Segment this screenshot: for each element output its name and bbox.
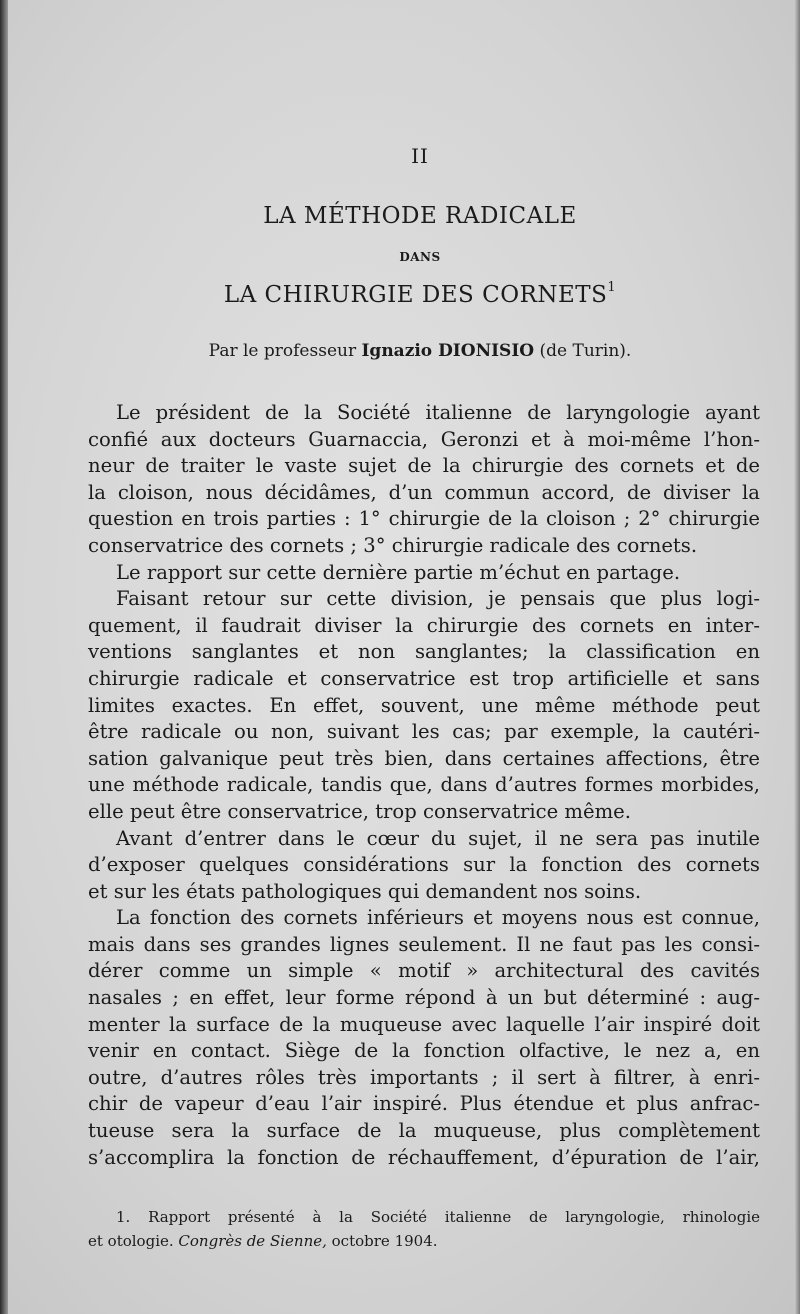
text-line: conservatrice des cornets ; 3° chirurgie radicale des cornets. [88,533,698,557]
text-line: nasales ; en effet, leur forme répond à un but déterminé : aug- [88,986,760,1010]
text-line: mais dans ses grandes lignes seulement. Il ne faut pas les consi- [88,932,760,956]
author-byline [0,341,800,361]
page-edge-shadow [794,0,800,1314]
text-line: limites exactes. En effet, souvent, une même méthode peut [88,693,760,717]
byline-prefix: Par le professeur [208,341,357,361]
text-line: Avant d’entrer dans le cœur du sujet, il ne sera pas inutile [116,826,760,850]
text-line: outre, d’autres rôles très importants ; il sert à filtrer, à enri- [88,1065,760,1089]
text-line: la cloison, nous décidâmes, d’un commun accord, de diviser la [88,480,760,504]
text-line: La fonction des cornets inférieurs et moyens nous est connue, [116,906,760,930]
text-line: dérer comme un simple « motif » architectural des cavités [88,959,760,983]
chapter-title-connector: DANS [399,250,441,264]
footnote-text-b: et otologie. [88,1232,174,1250]
text-line: Faisant retour sur cette division, je pensais que plus logi- [116,587,760,611]
footnote-line [88,1229,760,1253]
chapter-title-line-1: LA MÉTHODE RADICALE [263,203,577,229]
author-name: Ignazio DIONISIO [361,341,535,361]
text-line: et sur les états pathologiques qui demandent nos soins. [88,879,642,903]
chapter-title-line-2-text: LA CHIRURGIE DES CORNETS [223,282,608,308]
text-line: s’accomplira la fonction de réchauffement, d’épuration de l’air, [88,1145,760,1169]
text-line: confié aux docteurs Guarnaccia, Geronzi et à moi-même l’hon- [88,427,760,451]
text-line: neur de traiter le vaste sujet de la chirurgie des cornets et de [88,454,760,478]
chapter-title-line-2 [0,282,800,308]
text-line: menter la surface de la muqueuse avec laquelle l’air inspiré doit [88,1012,760,1036]
footnote-text-c: octobre 1904. [331,1232,438,1250]
footnote-italic: Congrès de Sienne, [178,1232,327,1250]
byline-suffix: (de Turin). [539,341,632,361]
footnote-text-a: Rapport présenté à la Société italienne de laryngologie, rhinologie [148,1208,760,1226]
text-line: quement, il faudrait diviser la chirurgie des cornets en inter- [88,613,760,637]
title-footnote-mark: 1 [607,280,617,295]
page-binding-shadow [0,0,8,1314]
footnote-marker: 1. [116,1208,131,1226]
text-line: tueuse sera la surface de la muqueuse, plus complètement [88,1119,760,1143]
text-line: une méthode radicale, tandis que, dans d’autres formes morbides, [88,773,760,797]
text-line: être radicale ou non, suivant les cas; par exemple, la cautéri- [88,720,760,744]
footnote-line [88,1205,760,1229]
body-text [88,400,760,1171]
text-line: Le président de la Société italienne de laryngologie ayant [116,401,760,424]
text-line: chirurgie radicale et conservatrice est trop artificielle et sans [88,666,760,690]
text-line: venir en contact. Siège de la fonction olfactive, le nez a, en [88,1039,760,1063]
text-line: ventions sanglantes et non sanglantes; la classification en [88,640,760,664]
text-line: d’exposer quelques considérations sur la fonction des cornets [88,853,760,877]
text-line: chir de vapeur d’eau l’air inspiré. Plus étendue et plus anfrac- [88,1092,760,1116]
chapter-number: II [411,144,429,168]
text-line: sation galvanique peut très bien, dans certaines affections, être [88,746,760,770]
footnote [88,1205,760,1253]
text-line: elle peut être conservatrice, trop conservatrice même. [88,799,632,823]
text-line: Le rapport sur cette dernière partie m’échut en partage. [116,560,681,584]
text-line: question en trois parties : 1° chirurgie de la cloison ; 2° chirurgie [88,507,760,531]
